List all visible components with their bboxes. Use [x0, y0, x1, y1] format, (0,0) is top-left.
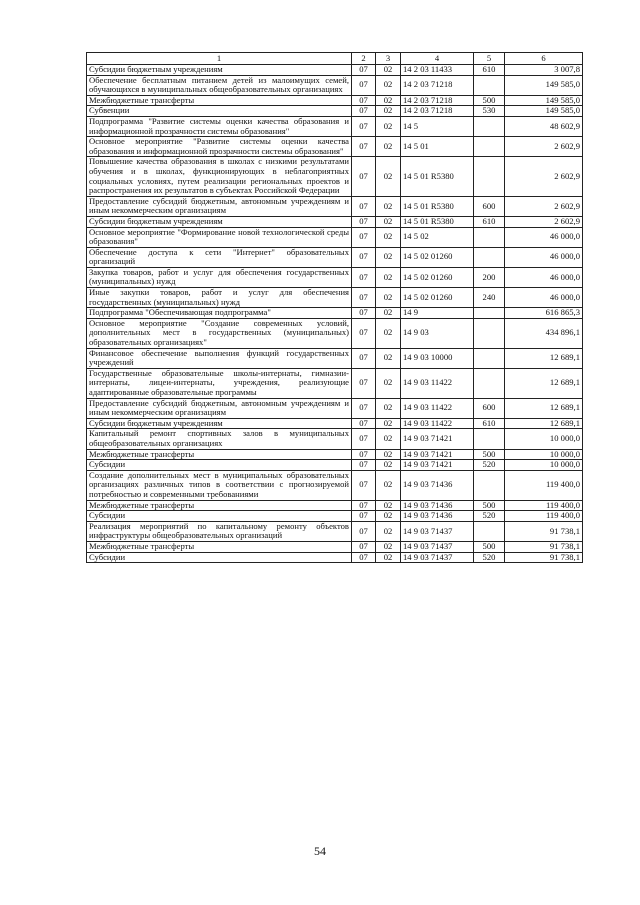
row-subsection-cell: 02 [376, 137, 401, 157]
row-subsection-cell: 02 [376, 460, 401, 471]
row-target-code-cell: 14 9 03 71421 [401, 449, 474, 460]
table-row [87, 521, 583, 541]
row-section-cell: 07 [352, 541, 376, 552]
row-amount-cell: 149 585,0 [505, 75, 583, 95]
row-subsection-cell: 02 [376, 95, 401, 106]
row-expense-type-cell [474, 318, 505, 348]
row-section-cell: 07 [352, 348, 376, 368]
budget-table-body [87, 53, 583, 563]
row-target-code-cell: 14 2 03 71218 [401, 106, 474, 117]
row-amount-cell: 12 689,1 [505, 418, 583, 429]
row-target-code-cell: 14 9 03 71436 [401, 470, 474, 500]
row-name-cell: Субсидии бюджетным учреждениям [87, 216, 352, 227]
row-expense-type-cell [474, 247, 505, 267]
row-expense-type-cell: 500 [474, 449, 505, 460]
row-name-cell: Межбюджетные трансферты [87, 500, 352, 511]
table-row [87, 75, 583, 95]
row-subsection-cell: 02 [376, 318, 401, 348]
row-expense-type-cell [474, 227, 505, 247]
row-expense-type-cell: 520 [474, 552, 505, 563]
row-section-cell: 07 [352, 511, 376, 522]
row-amount-cell: 119 400,0 [505, 470, 583, 500]
row-subsection-cell: 02 [376, 511, 401, 522]
table-row [87, 511, 583, 522]
row-amount-cell: 46 000,0 [505, 247, 583, 267]
header-cell-1: 1 [87, 53, 352, 65]
row-target-code-cell: 14 9 03 11422 [401, 368, 474, 398]
row-section-cell: 07 [352, 65, 376, 76]
row-name-cell: Субвенции [87, 106, 352, 117]
table-row [87, 216, 583, 227]
row-name-cell: Закупка товаров, работ и услуг для обеспечения государственных (муниципальных) нужд [87, 267, 352, 287]
row-target-code-cell: 14 9 03 71436 [401, 500, 474, 511]
row-name-cell: Субсидии [87, 552, 352, 563]
table-row [87, 500, 583, 511]
row-target-code-cell: 14 9 03 71421 [401, 460, 474, 471]
row-section-cell: 07 [352, 95, 376, 106]
row-target-code-cell: 14 9 03 71436 [401, 511, 474, 522]
row-section-cell: 07 [352, 470, 376, 500]
row-target-code-cell: 14 9 03 71437 [401, 521, 474, 541]
row-expense-type-cell: 610 [474, 216, 505, 227]
row-name-cell: Субсидии бюджетным учреждениям [87, 65, 352, 76]
row-name-cell: Обеспечение доступа к сети "Интернет" образовательных организаций [87, 247, 352, 267]
row-amount-cell: 91 738,1 [505, 521, 583, 541]
row-target-code-cell: 14 9 [401, 308, 474, 319]
row-section-cell: 07 [352, 318, 376, 348]
row-name-cell: Повышение качества образования в школах с низкими результатами обучения и в школах, функционирующих в неблагоприятных социальных условиях, путем реализации региональных проектов и распространения их результатов в субъектах Российской Федерации [87, 157, 352, 196]
row-section-cell: 07 [352, 227, 376, 247]
row-target-code-cell: 14 9 03 71437 [401, 552, 474, 563]
row-subsection-cell: 02 [376, 429, 401, 449]
row-expense-type-cell [474, 308, 505, 319]
row-subsection-cell: 02 [376, 267, 401, 287]
row-target-code-cell: 14 5 02 [401, 227, 474, 247]
table-row [87, 247, 583, 267]
row-subsection-cell: 02 [376, 470, 401, 500]
row-section-cell: 07 [352, 247, 376, 267]
table-row [87, 65, 583, 76]
page-number: 54 [314, 844, 326, 858]
row-section-cell: 07 [352, 267, 376, 287]
row-name-cell: Основное мероприятие "Развитие системы оценки качества образования и информационной прозрачности системы образования" [87, 137, 352, 157]
row-amount-cell: 2 602,9 [505, 157, 583, 196]
row-section-cell: 07 [352, 308, 376, 319]
row-amount-cell: 119 400,0 [505, 511, 583, 522]
row-expense-type-cell [474, 75, 505, 95]
table-row [87, 541, 583, 552]
row-name-cell: Основное мероприятие "Формирование новой технологической среды образования" [87, 227, 352, 247]
table-row [87, 95, 583, 106]
row-name-cell: Субсидии [87, 511, 352, 522]
row-section-cell: 07 [352, 116, 376, 136]
row-subsection-cell: 02 [376, 521, 401, 541]
row-name-cell: Реализация мероприятий по капитальному ремонту объектов инфраструктуры общеобразовательных организаций [87, 521, 352, 541]
row-subsection-cell: 02 [376, 196, 401, 216]
table-row [87, 552, 583, 563]
row-name-cell: Государственные образовательные школы-интернаты, гимназии-интернаты, лицеи-интернаты, учреждения, реализующие адаптированные образовательные программы [87, 368, 352, 398]
table-row [87, 106, 583, 117]
row-amount-cell: 46 000,0 [505, 267, 583, 287]
row-section-cell: 07 [352, 216, 376, 227]
row-amount-cell: 46 000,0 [505, 227, 583, 247]
header-cell-5: 5 [474, 53, 505, 65]
row-name-cell: Финансовое обеспечение выполнения функций государственных учреждений [87, 348, 352, 368]
table-row [87, 157, 583, 196]
row-expense-type-cell: 500 [474, 95, 505, 106]
row-expense-type-cell [474, 348, 505, 368]
row-subsection-cell: 02 [376, 348, 401, 368]
row-name-cell: Создание дополнительных мест в муниципальных образовательных организациях различных типов в соответствии с прогнозируемой потребностью и современными требованиями [87, 470, 352, 500]
row-subsection-cell: 02 [376, 552, 401, 563]
row-target-code-cell: 14 9 03 [401, 318, 474, 348]
row-section-cell: 07 [352, 106, 376, 117]
row-expense-type-cell: 200 [474, 267, 505, 287]
row-target-code-cell: 14 5 02 01260 [401, 247, 474, 267]
table-row [87, 348, 583, 368]
row-amount-cell: 10 000,0 [505, 429, 583, 449]
table-row [87, 137, 583, 157]
row-expense-type-cell [474, 116, 505, 136]
row-amount-cell: 149 585,0 [505, 106, 583, 117]
row-target-code-cell: 14 9 03 11422 [401, 398, 474, 418]
row-section-cell: 07 [352, 460, 376, 471]
table-row [87, 267, 583, 287]
row-amount-cell: 2 602,9 [505, 137, 583, 157]
row-subsection-cell: 02 [376, 418, 401, 429]
table-row [87, 418, 583, 429]
row-expense-type-cell [474, 157, 505, 196]
row-amount-cell: 119 400,0 [505, 500, 583, 511]
row-subsection-cell: 02 [376, 116, 401, 136]
budget-table [86, 52, 583, 563]
table-row [87, 116, 583, 136]
row-amount-cell: 434 896,1 [505, 318, 583, 348]
row-name-cell: Межбюджетные трансферты [87, 449, 352, 460]
row-amount-cell: 48 602,9 [505, 116, 583, 136]
row-expense-type-cell [474, 137, 505, 157]
row-name-cell: Предоставление субсидий бюджетным, автономным учреждениям и иным некоммерческим организациям [87, 196, 352, 216]
row-amount-cell: 91 738,1 [505, 552, 583, 563]
table-row [87, 227, 583, 247]
row-amount-cell: 12 689,1 [505, 368, 583, 398]
header-cell-6: 6 [505, 53, 583, 65]
row-section-cell: 07 [352, 552, 376, 563]
row-subsection-cell: 02 [376, 157, 401, 196]
row-subsection-cell: 02 [376, 216, 401, 227]
row-amount-cell: 10 000,0 [505, 460, 583, 471]
row-section-cell: 07 [352, 398, 376, 418]
table-row [87, 398, 583, 418]
row-expense-type-cell [474, 368, 505, 398]
row-section-cell: 07 [352, 288, 376, 308]
table-row [87, 460, 583, 471]
row-name-cell: Капитальный ремонт спортивных залов в муниципальных общеобразовательных организациях [87, 429, 352, 449]
row-target-code-cell: 14 5 01 R5380 [401, 196, 474, 216]
row-target-code-cell: 14 5 01 R5380 [401, 216, 474, 227]
table-row [87, 429, 583, 449]
header-cell-4: 4 [401, 53, 474, 65]
row-name-cell: Подпрограмма "Развитие системы оценки качества образования и информационной прозрачности системы образования" [87, 116, 352, 136]
row-amount-cell: 91 738,1 [505, 541, 583, 552]
row-expense-type-cell: 520 [474, 460, 505, 471]
row-expense-type-cell: 500 [474, 541, 505, 552]
row-name-cell: Обеспечение бесплатным питанием детей из малоимущих семей, обучающихся в муниципальных общеобразовательных организациях [87, 75, 352, 95]
table-row [87, 196, 583, 216]
row-expense-type-cell [474, 429, 505, 449]
row-subsection-cell: 02 [376, 500, 401, 511]
row-target-code-cell: 14 2 03 71218 [401, 75, 474, 95]
table-row [87, 470, 583, 500]
table-row [87, 318, 583, 348]
row-expense-type-cell: 600 [474, 196, 505, 216]
row-name-cell: Субсидии бюджетным учреждениям [87, 418, 352, 429]
row-subsection-cell: 02 [376, 288, 401, 308]
row-amount-cell: 46 000,0 [505, 288, 583, 308]
row-subsection-cell: 02 [376, 75, 401, 95]
row-amount-cell: 2 602,9 [505, 216, 583, 227]
row-section-cell: 07 [352, 368, 376, 398]
row-section-cell: 07 [352, 418, 376, 429]
row-target-code-cell: 14 5 01 [401, 137, 474, 157]
row-expense-type-cell: 610 [474, 65, 505, 76]
row-name-cell: Субсидии [87, 460, 352, 471]
row-subsection-cell: 02 [376, 541, 401, 552]
table-row [87, 449, 583, 460]
row-section-cell: 07 [352, 75, 376, 95]
row-name-cell: Основное мероприятие "Создание современных условий, дополнительных мест в государственных (муниципальных) образовательных организациях" [87, 318, 352, 348]
row-amount-cell: 616 865,3 [505, 308, 583, 319]
row-section-cell: 07 [352, 157, 376, 196]
row-section-cell: 07 [352, 196, 376, 216]
row-name-cell: Предоставление субсидий бюджетным, автономным учреждениям и иным некоммерческим организациям [87, 398, 352, 418]
row-subsection-cell: 02 [376, 398, 401, 418]
table-row [87, 368, 583, 398]
row-amount-cell: 3 007,8 [505, 65, 583, 76]
row-expense-type-cell [474, 521, 505, 541]
row-expense-type-cell: 240 [474, 288, 505, 308]
row-target-code-cell: 14 5 02 01260 [401, 267, 474, 287]
row-name-cell: Межбюджетные трансферты [87, 541, 352, 552]
row-subsection-cell: 02 [376, 368, 401, 398]
row-target-code-cell: 14 5 02 01260 [401, 288, 474, 308]
row-subsection-cell: 02 [376, 449, 401, 460]
row-expense-type-cell: 610 [474, 418, 505, 429]
row-target-code-cell: 14 2 03 11433 [401, 65, 474, 76]
row-name-cell: Межбюджетные трансферты [87, 95, 352, 106]
table-row [87, 288, 583, 308]
row-amount-cell: 2 602,9 [505, 196, 583, 216]
row-expense-type-cell: 500 [474, 500, 505, 511]
row-target-code-cell: 14 9 03 10000 [401, 348, 474, 368]
row-expense-type-cell [474, 470, 505, 500]
header-cell-2: 2 [352, 53, 376, 65]
row-target-code-cell: 14 5 01 R5380 [401, 157, 474, 196]
row-subsection-cell: 02 [376, 308, 401, 319]
row-target-code-cell: 14 5 [401, 116, 474, 136]
row-name-cell: Подпрограмма "Обеспечивающая подпрограмма" [87, 308, 352, 319]
row-subsection-cell: 02 [376, 227, 401, 247]
row-subsection-cell: 02 [376, 106, 401, 117]
row-subsection-cell: 02 [376, 65, 401, 76]
row-amount-cell: 10 000,0 [505, 449, 583, 460]
row-section-cell: 07 [352, 521, 376, 541]
row-expense-type-cell: 530 [474, 106, 505, 117]
row-target-code-cell: 14 9 03 71437 [401, 541, 474, 552]
row-section-cell: 07 [352, 500, 376, 511]
row-name-cell: Иные закупки товаров, работ и услуг для обеспечения государственных (муниципальных) нужд [87, 288, 352, 308]
table-row [87, 308, 583, 319]
row-section-cell: 07 [352, 449, 376, 460]
row-amount-cell: 12 689,1 [505, 348, 583, 368]
row-amount-cell: 12 689,1 [505, 398, 583, 418]
row-subsection-cell: 02 [376, 247, 401, 267]
row-amount-cell: 149 585,0 [505, 95, 583, 106]
row-target-code-cell: 14 2 03 71218 [401, 95, 474, 106]
header-cell-3: 3 [376, 53, 401, 65]
row-section-cell: 07 [352, 429, 376, 449]
row-expense-type-cell: 600 [474, 398, 505, 418]
row-target-code-cell: 14 9 03 11422 [401, 418, 474, 429]
header-row [87, 53, 583, 65]
row-target-code-cell: 14 9 03 71421 [401, 429, 474, 449]
row-section-cell: 07 [352, 137, 376, 157]
row-expense-type-cell: 520 [474, 511, 505, 522]
